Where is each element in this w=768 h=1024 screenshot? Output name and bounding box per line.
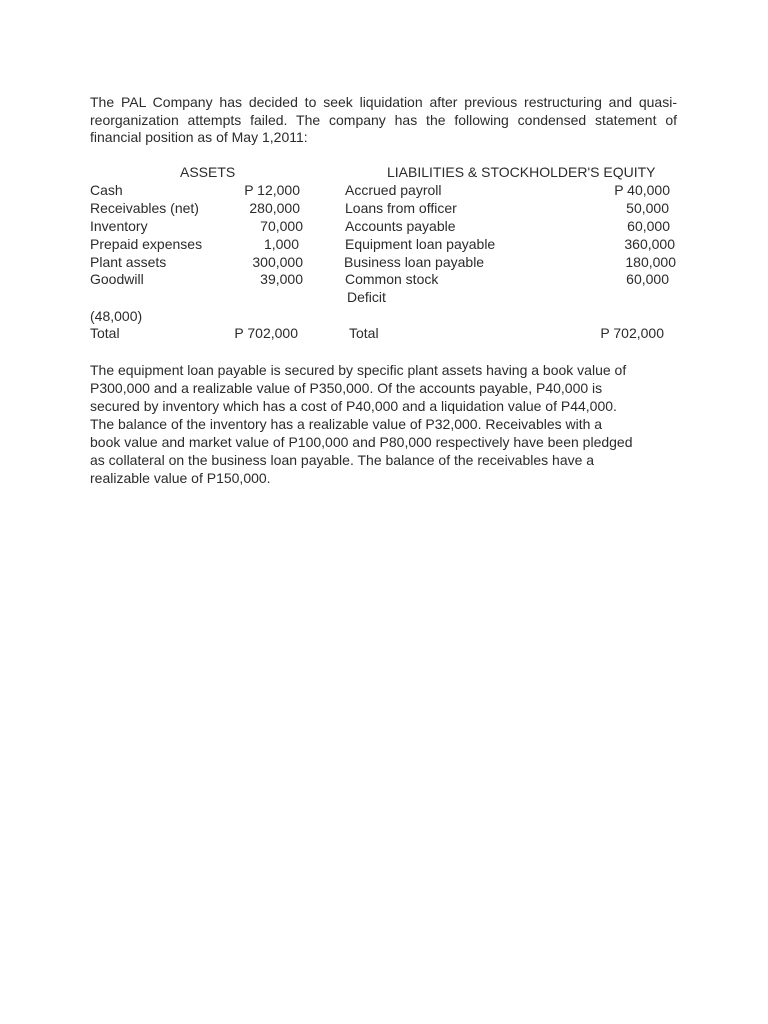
asset-value: 1,000 — [263, 236, 299, 252]
asset-label: Receivables (net) — [90, 200, 199, 216]
assets-total-value: P 702,000 — [234, 325, 298, 341]
liability-label: Loans from officer — [345, 200, 457, 216]
intro-paragraph: The PAL Company has decided to seek liquidation after previous restructuring and quasi-reorganization attempts failed. The company has the following condensed statement of financial position as of May 1,2011: — [90, 94, 677, 145]
assets-total-label: Total — [90, 325, 120, 341]
liability-value: 360,000 — [624, 236, 675, 252]
notes-line: book value and market value of P100,000 and P80,000 respectively have been pledged — [90, 434, 633, 450]
notes-line: secured by inventory which has a cost of P40,000 and a liquidation value of P44,000. — [90, 398, 617, 414]
asset-value: 70,000 — [260, 218, 303, 234]
notes-line: P300,000 and a realizable value of P350,000. Of the accounts payable, P40,000 is — [90, 380, 603, 396]
asset-label: Prepaid expenses — [90, 236, 203, 252]
asset-value: 280,000 — [249, 200, 300, 216]
liabilities-header: LIABILITIES & STOCKHOLDER'S EQUITY — [387, 164, 656, 180]
liability-value: 180,000 — [625, 254, 676, 270]
asset-value: 300,000 — [252, 254, 303, 270]
notes-line: The equipment loan payable is secured by specific plant assets having a book value of — [90, 362, 627, 378]
liability-value: 60,000 — [627, 218, 670, 234]
asset-label: Cash — [90, 182, 123, 198]
asset-label: Inventory — [90, 218, 148, 234]
notes-line: The balance of the inventory has a realizable value of P32,000. Receivables with a — [90, 416, 603, 432]
notes-paragraph — [90, 361, 680, 487]
notes-line: realizable value of P150,000. — [90, 470, 271, 486]
asset-value: P 12,000 — [244, 182, 300, 198]
liability-label: Common stock — [345, 271, 439, 287]
liability-label: Equipment loan payable — [345, 236, 496, 252]
asset-label: Goodwill — [90, 271, 144, 287]
liability-label: Deficit — [347, 289, 386, 305]
asset-value: 39,000 — [260, 271, 303, 287]
deficit-value: (48,000) — [90, 308, 143, 324]
liability-value: P 40,000 — [614, 182, 670, 198]
liability-label: Accrued payroll — [345, 182, 442, 198]
liability-value: 50,000 — [626, 200, 669, 216]
asset-label: Plant assets — [90, 254, 167, 270]
liabilities-total-value: P 702,000 — [600, 325, 664, 341]
liabilities-total-label: Total — [349, 325, 379, 341]
assets-header: ASSETS — [180, 164, 236, 180]
notes-line: as collateral on the business loan payable. The balance of the receivables have a — [90, 452, 595, 468]
liability-value: 60,000 — [626, 271, 669, 287]
liability-label: Business loan payable — [344, 254, 485, 270]
liability-label: Accounts payable — [345, 218, 456, 234]
